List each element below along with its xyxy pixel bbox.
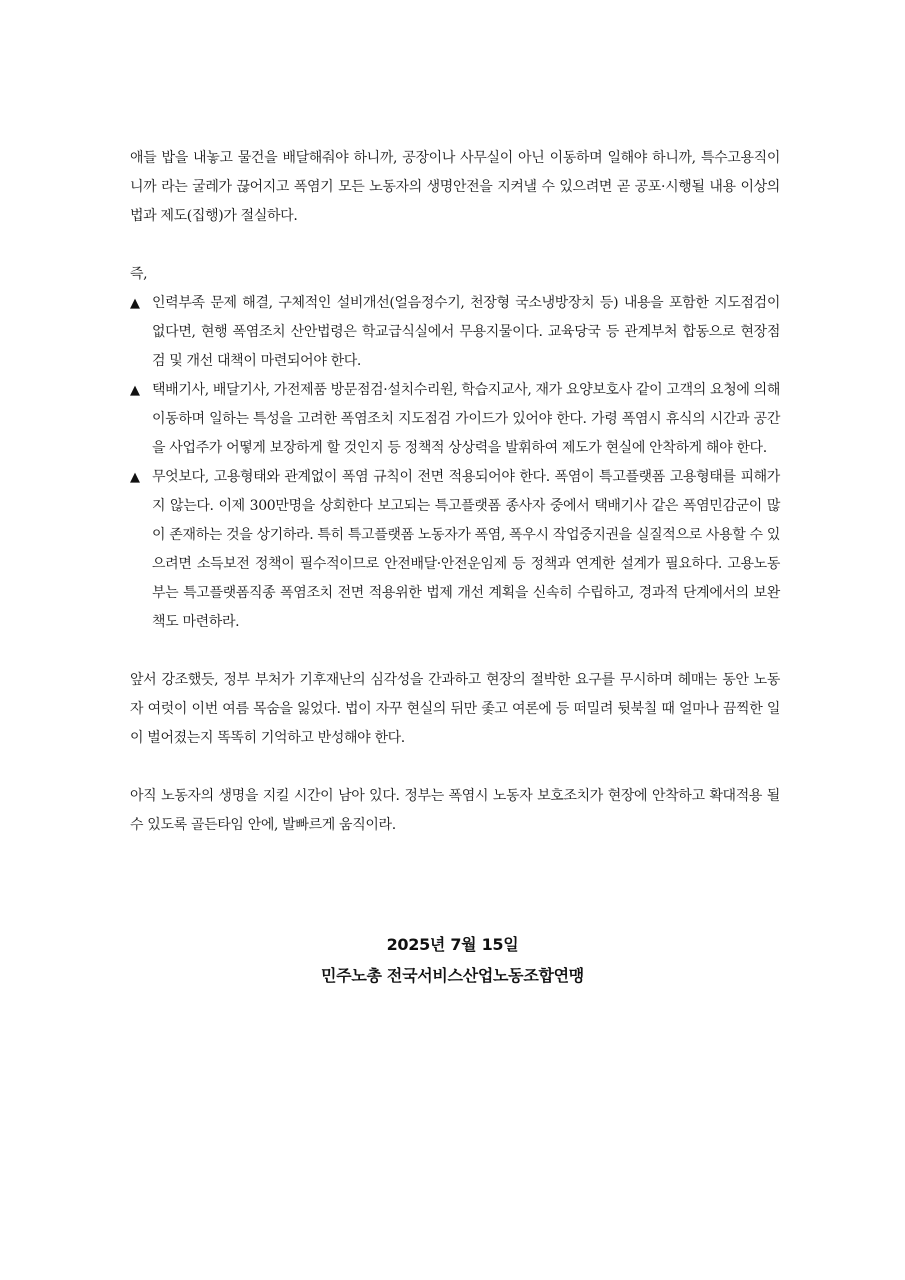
demand-item-1 [130, 289, 780, 376]
signature-organization: 민주노총 전국서비스산업노동조합연맹 [321, 966, 584, 985]
demand-item-3 [130, 463, 780, 637]
signature-date: 2025년 7월 15일 [386, 935, 519, 954]
demand-text-2: 택배기사, 배달기사, 가전제품 방문점검·설치수리원, 학습지교사, 재가 요양보호사 같이 고객의 요청에 의해 이동하며 일하는 특성을 고려한 폭염조치 지도점검 가이드가 있어야 한다. 가령 폭염시 휴식의 시간과 공간을 사업주가 어떻게 보장하게 할 것인지 등 정책적 상상력을 발휘하여 제도가 현실에 안착하게 해야 한다. [152, 382, 780, 456]
paragraph-spacer [130, 231, 780, 260]
paragraph-spacer [130, 637, 780, 666]
closing-paragraph-1: 앞서 강조했듯, 정부 부처가 기후재난의 심각성을 간과하고 현장의 절박한 요구를 무시하며 헤매는 동안 노동자 여럿이 이번 여름 목숨을 잃었다. 법이 자꾸 현실의 뒤만 좇고 여론에 등 떠밀려 뒷북칠 때 얼마나 끔찍한 일이 벌어졌는지 똑똑히 기억하고 반성해야 한다. [130, 672, 780, 746]
intro-paragraph: 애들 밥을 내놓고 물건을 배달해줘야 하니까, 공장이나 사무실이 아닌 이동하며 일해야 하니까, 특수고용직이니까 라는 굴레가 끊어지고 폭염기 모든 노동자의 생명안전을 지켜낼 수 있으려면 곧 공포·시행될 내용 이상의 법과 제도(집행)가 절실하다. [130, 150, 780, 224]
demand-text-1: 인력부족 문제 해결, 구체적인 설비개선(얼음정수기, 천장형 국소냉방장치 등) 내용을 포함한 지도점검이 없다면, 현행 폭염조치 산안법령은 학교급식실에서 무용지물이다. 교육당국 등 관계부처 합동으로 현장점검 및 개선 대책이 마련되어야 한다. [152, 295, 780, 369]
demand-item-2 [130, 376, 780, 463]
transition-label: 즉, [130, 266, 148, 282]
triangle-bullet-icon: ▲ [130, 470, 140, 485]
document-body [130, 144, 780, 840]
paragraph-spacer [130, 753, 780, 782]
closing-paragraph-2: 아직 노동자의 생명을 지킬 시간이 남아 있다. 정부는 폭염시 노동자 보호조치가 현장에 안착하고 확대적용 될 수 있도록 골든타임 안에, 발빠르게 움직이라. [130, 788, 780, 833]
triangle-bullet-icon: ▲ [130, 383, 140, 398]
demand-text-3: 무엇보다, 고용형태와 관계없이 폭염 규칙이 전면 적용되어야 한다. 폭염이 특고플랫폼 고용형태를 피해가지 않는다. 이제 300만명을 상회한다 보고되는 특고플랫폼 종사자 중에서 택배기사 같은 폭염민감군이 많이 존재하는 것을 상기하라. 특히 특고플랫폼 노동자가 폭염, 폭우시 작업중지권을 실질적으로 사용할 수 있으려면 소득보전 정책이 필수적이므로 안전배달·안전운임제 등 정책과 연계한 설계가 필요하다. 고용노동부는 특고플랫폼직종 폭염조치 전면 적용위한 법제 개선 계획을 신속히 수립하고, 경과적 단계에서의 보완책도 마련하라. [152, 469, 780, 630]
demands-list [130, 289, 780, 637]
triangle-bullet-icon: ▲ [130, 296, 140, 311]
